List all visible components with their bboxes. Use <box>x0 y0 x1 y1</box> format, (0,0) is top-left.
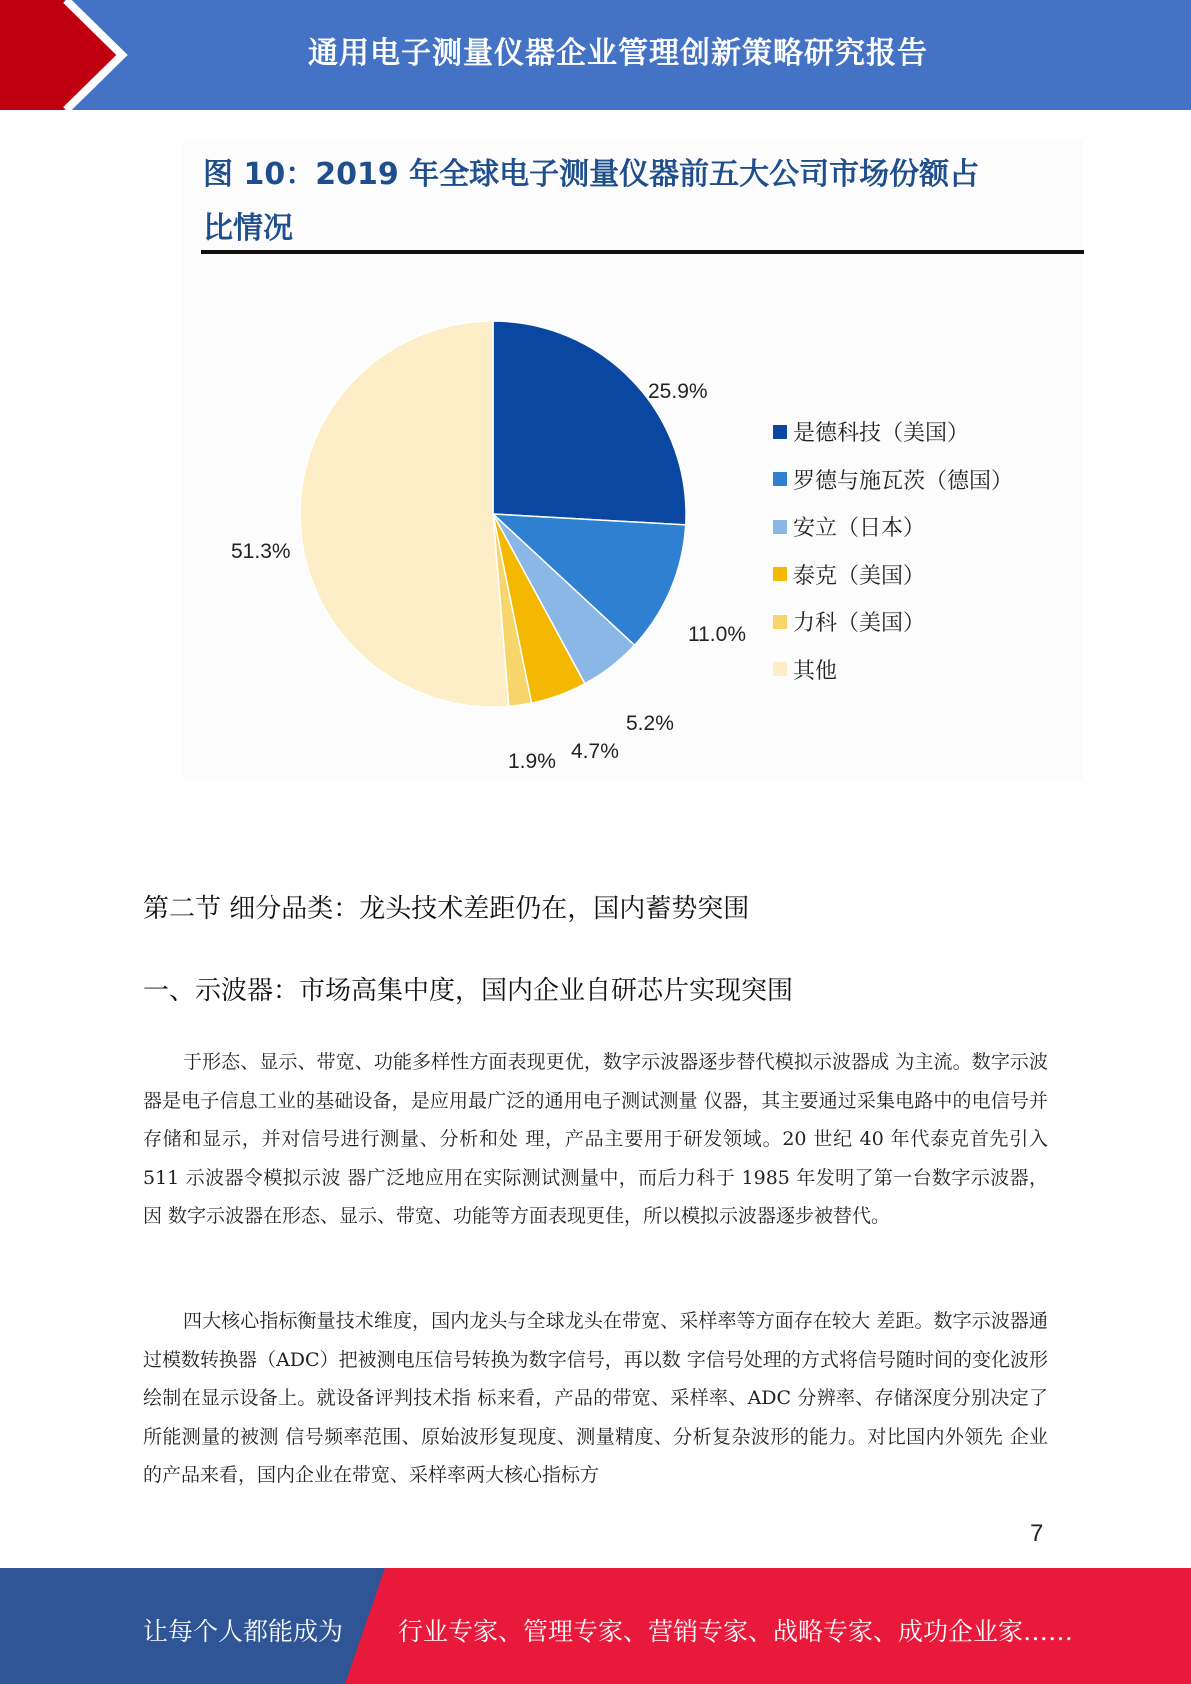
paragraph-1: 于形态、显示、带宽、功能多样性方面表现更优，数字示波器逐步替代模拟示波器成 为主流。数字示波器是电子信息工业的基础设备，是应用最广泛的通用电子测试测量 仪器，其主要通过采集电路中的电信号并存储和显示，并对信号进行测量、分析和处 理，产品主要用于研发领域。20 世纪 40 年代泰克首先引入 511 示波器令模拟示波 器广泛地应用在实际测试测量中，而后力科于 1985 年发明了第一台数字示波器，因 数字示波器在形态、显示、带宽、功能等方面表现更佳，所以模拟示波器逐步被替代。 <box>143 1051 1048 1227</box>
chart-legend <box>773 408 1013 693</box>
legend-label: 罗德与施瓦茨（德国） <box>793 468 1014 494</box>
figure-title-line1: 图 10：2019 年全球电子测量仪器前五大公司市场份额占 <box>203 157 980 192</box>
footer-slogan-right: 行业专家、管理专家、营销专家、战略专家、成功企业家…… <box>398 1617 1074 1646</box>
header-bar <box>0 0 1191 110</box>
legend-item <box>773 646 1013 694</box>
legend-label: 泰克（美国） <box>793 563 926 589</box>
legend-item <box>773 503 1013 551</box>
legend-swatch <box>773 662 787 676</box>
legend-label: 力科（美国） <box>793 611 926 637</box>
legend-swatch <box>773 520 787 534</box>
page-number: 7 <box>1030 1520 1044 1547</box>
figure-title-line2: 比情况 <box>203 211 293 246</box>
legend-swatch <box>773 472 787 486</box>
pie-value-label: 11.0% <box>688 623 746 646</box>
legend-label: 其他 <box>793 658 838 684</box>
figure-title-rule <box>201 250 1084 254</box>
legend-item <box>773 408 1013 456</box>
section-heading: 第二节 细分品类：龙头技术差距仍在，国内蓄势突围 <box>143 894 750 924</box>
legend-item <box>773 456 1013 504</box>
legend-item <box>773 598 1013 646</box>
footer-slogan-left: 让每个人都能成为 <box>143 1617 344 1646</box>
legend-label: 是德科技（美国） <box>793 421 970 447</box>
pie-value-label: 4.7% <box>571 740 619 763</box>
report-title: 通用电子测量仪器企业管理创新策略研究报告 <box>308 36 928 71</box>
figure-panel <box>183 140 1083 780</box>
figure-title <box>203 148 1063 256</box>
pie-value-label: 51.3% <box>231 540 291 563</box>
legend-swatch <box>773 425 787 439</box>
sub-heading: 一、示波器：市场高集中度，国内企业自研芯片实现突围 <box>143 976 794 1006</box>
pie-value-label: 25.9% <box>648 380 708 403</box>
legend-swatch <box>773 567 787 581</box>
paragraph-2: 四大核心指标衡量技术维度，国内龙头与全球龙头在带宽、采样率等方面存在较大 差距。数字示波器通过模数转换器（ADC）把被测电压信号转换为数字信号，再以数 字信号处理的方式将信号随时间的变化波形绘制在显示设备上。就设备评判技术指 标来看，产品的带宽、采样率、ADC 分辨率、存储深度分别决定了所能测量的被测 信号频率范围、原始波形复现度、测量精度、分析复杂波形的能力。对比国内外领先 企业的产品来看，国内企业在带宽、采样率两大核心指标方 <box>143 1310 1048 1486</box>
legend-item <box>773 551 1013 599</box>
legend-swatch <box>773 615 787 629</box>
pie-value-label: 5.2% <box>626 712 674 735</box>
pie-slice <box>493 321 686 525</box>
pie-slice <box>300 321 509 707</box>
pie-value-label: 1.9% <box>508 750 556 773</box>
footer-banner <box>0 1568 1191 1684</box>
legend-label: 安立（日本） <box>793 516 926 542</box>
